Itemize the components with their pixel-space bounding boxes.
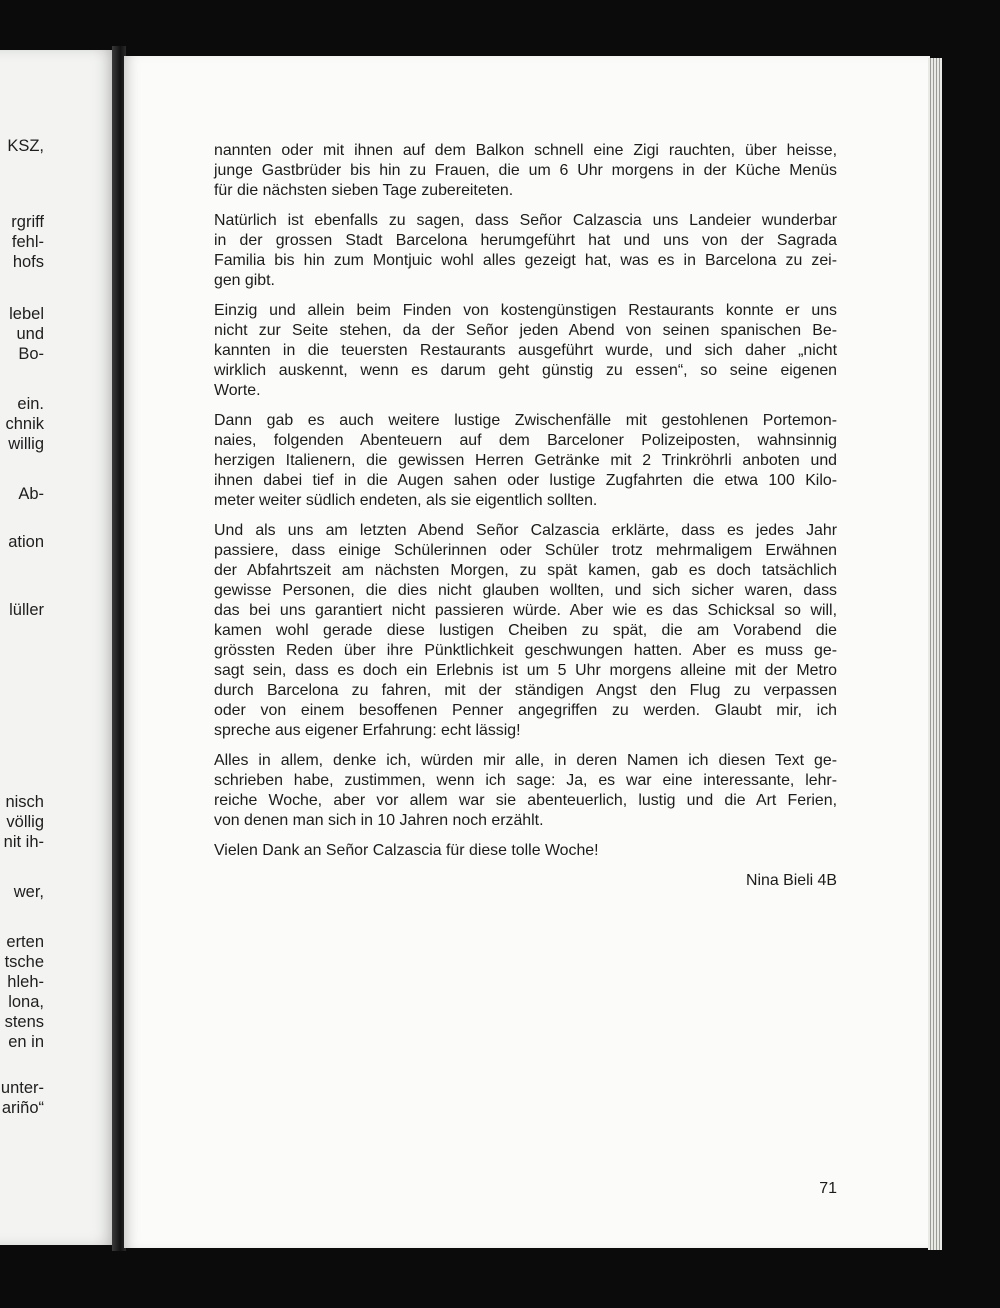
text-line: Natürlich ist ebenfalls zu sagen, dass Señor Calzascia uns Landeier wunderbar [214, 212, 837, 229]
left-page-fragment: ation [8, 533, 44, 551]
paragraph [214, 301, 837, 401]
paragraph [214, 411, 837, 511]
left-page-fragment: ariño“ [1, 1099, 44, 1117]
left-page-fragment: und [16, 325, 44, 343]
paragraph [214, 141, 837, 201]
left-page-fragment: Ab- [18, 485, 44, 503]
text-line: sagt sein, dass es doch ein Erlebnis ist um 5 Uhr morgens alleine mit der Metro [214, 662, 837, 679]
left-page [0, 50, 118, 1245]
left-page-fragment: stens [4, 1013, 44, 1031]
text-line: kannten in die teuersten Restaurants ausgeführt wurde, und sich daher „nicht [214, 342, 837, 359]
text-line: durch Barcelona zu fahren, mit der ständigen Angst den Flug zu verpassen [214, 682, 837, 699]
left-page-fragment: hofs [12, 253, 44, 271]
text-line: grössten Reden über ihre Pünktlichkeit geschwungen hatten. Aber es muss ge- [214, 642, 837, 659]
text-line: meter weiter südlich endeten, als sie eigentlich sollten. [214, 492, 598, 509]
text-line: für die nächsten sieben Tage zubereiteten. [214, 182, 514, 199]
left-page-fragment: rgriff [11, 213, 44, 231]
left-page-fragment: fehl- [11, 233, 44, 251]
text-line: gewisse Personen, die dies nicht glauben wollten, und sich sicher waren, dass [214, 582, 837, 599]
text-line: gen gibt. [214, 272, 275, 289]
text-line: Einzig und allein beim Finden von kostengünstigen Restaurants konnte er uns [214, 302, 837, 319]
left-page-fragment: en in [8, 1033, 44, 1051]
paragraph [214, 211, 837, 291]
left-page-fragment: nisch [5, 793, 44, 811]
left-page-fragment: tsche [4, 953, 44, 971]
left-page-fragment: nit ih- [3, 833, 44, 851]
left-page-fragment: lona, [8, 993, 44, 1011]
text-line: Worte. [214, 382, 261, 399]
text-line: Dann gab es auch weitere lustige Zwischenfälle mit gestohlenen Portemon- [214, 412, 837, 429]
left-page-fragment: völlig [6, 813, 44, 831]
left-page-fragment: wer, [13, 883, 44, 901]
text-line: wirklich auskennt, wenn es darum geht günstig zu essen“, so seine eigenen [214, 362, 837, 379]
text-line: reiche Woche, aber vor allem war sie abenteuerlich, lustig und die Art Ferien, [214, 792, 837, 809]
text-line: passiere, dass einige Schülerinnen oder Schüler trotz mehrmaligem Erwähnen [214, 542, 837, 559]
page-edges [928, 58, 942, 1250]
text-line: von denen man sich in 10 Jahren noch erzählt. [214, 812, 544, 829]
left-page-fragment: hleh- [7, 973, 44, 991]
page-number: 71 [819, 1180, 837, 1197]
text-line: der Abfahrtszeit am nächsten Morgen, zu spät kamen, gab es doch tatsächlich [214, 562, 837, 579]
text-line: junge Gastbrüder bis hin zu Frauen, die um 6 Uhr morgens in der Küche Menüs [214, 162, 837, 179]
left-page-fragment: Bo- [18, 345, 44, 363]
left-page-fragment: ein. [17, 395, 44, 413]
author-signature: Nina Bieli 4B [746, 872, 837, 889]
text-line: oder von einem besoffenen Penner angegriffen zu werden. Glaubt mir, ich [214, 702, 837, 719]
left-page-fragment: unter- [0, 1079, 44, 1097]
text-line: nicht zur Seite stehen, da der Señor jeden Abend von seinen spanischen Be- [214, 322, 837, 339]
text-line: Familia bis hin zum Montjuic wohl alles gezeigt hat, was es in Barcelona zu zei- [214, 252, 837, 269]
left-page-fragment: willig [8, 435, 44, 453]
text-line: Vielen Dank an Señor Calzascia für diese tolle Woche! [214, 842, 599, 859]
paragraph [214, 751, 837, 831]
text-line: schrieben habe, zustimmen, wenn ich sage: Ja, es war eine interessante, lehr- [214, 772, 837, 789]
left-page-fragment: erten [6, 933, 44, 951]
left-page-fragment: lüller [9, 601, 44, 619]
text-line: spreche aus eigener Erfahrung: echt lässig! [214, 722, 521, 739]
text-line: das bei uns garantiert nicht passieren würde. Aber wie es das Schicksal so will, [214, 602, 837, 619]
text-line: ihnen dabei tief in die Augen sahen oder lustige Zugfahrten die etwa 100 Kilo- [214, 472, 837, 489]
paragraph [214, 841, 837, 861]
text-line: in der grossen Stadt Barcelona herumgeführt hat und uns von der Sagrada [214, 232, 837, 249]
text-line: kamen wohl gerade diese lustigen Cheiben zu spät, die am Vorabend die [214, 622, 837, 639]
text-line: herzigen Italienern, die gewissen Herren Getränke mit 2 Trinkröhrli anboten und [214, 452, 837, 469]
left-page-fragment: lebel [9, 305, 44, 323]
text-line: nannten oder mit ihnen auf dem Balkon schnell eine Zigi rauchten, über heisse, [214, 142, 837, 159]
left-page-fragment: KSZ, [7, 137, 44, 155]
text-line: Alles in allem, denke ich, würden mir alle, in deren Namen ich diesen Text ge- [214, 752, 837, 769]
text-line: naies, folgenden Abenteuern auf dem Barceloner Polizeiposten, wahnsinnig [214, 432, 837, 449]
text-line: Und als uns am letzten Abend Señor Calzascia erklärte, dass es jedes Jahr [214, 522, 837, 539]
article-body [214, 141, 837, 891]
paragraph [214, 521, 837, 741]
left-page-fragment: chnik [5, 415, 44, 433]
